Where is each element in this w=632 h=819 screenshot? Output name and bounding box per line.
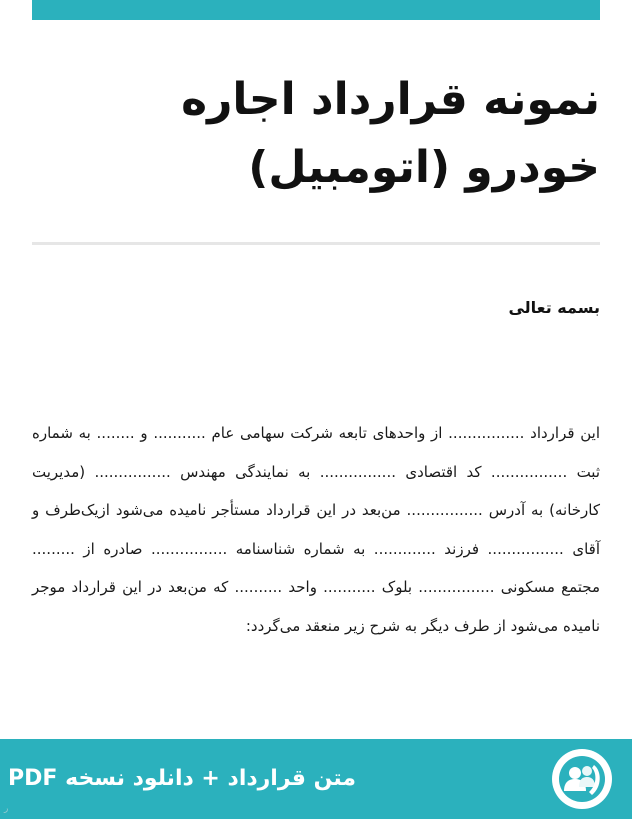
top-accent-bar [32, 0, 600, 20]
download-banner[interactable] [0, 739, 632, 819]
contract-intro-paragraph: این قرارداد ................ از واحدهای تابعه شرکت سهامی عام ........... و ........ به شماره ثبت ................ کد اقتصادی ................ به نمایندگی مهندس ................ (مدیریت کارخانه) به آدرس ................ من‌بعد در این قرارداد مستأجر نامیده می‌شود ازیک‌طرف و آقای ................ فرزند ............. به شماره شناسنامه ................ صادره از ......... مجتمع مسکونی ................ بلوک ........... واحد .......... که من‌بعد در این قرارداد موجر نامیده می‌شود از طرف دیگر به شرح زیر منعقد می‌گردد: [32, 424, 600, 635]
title-divider [32, 242, 600, 245]
page-title: نمونه قرارداد اجاره خودرو (اتومبیل) [181, 74, 600, 193]
download-banner-label[interactable]: متن قرارداد + دانلود نسخه PDF [8, 766, 356, 791]
people-logo-icon [552, 749, 612, 809]
corner-mark: ر [4, 804, 9, 814]
basmala-heading: بسمه تعالی [508, 298, 600, 317]
